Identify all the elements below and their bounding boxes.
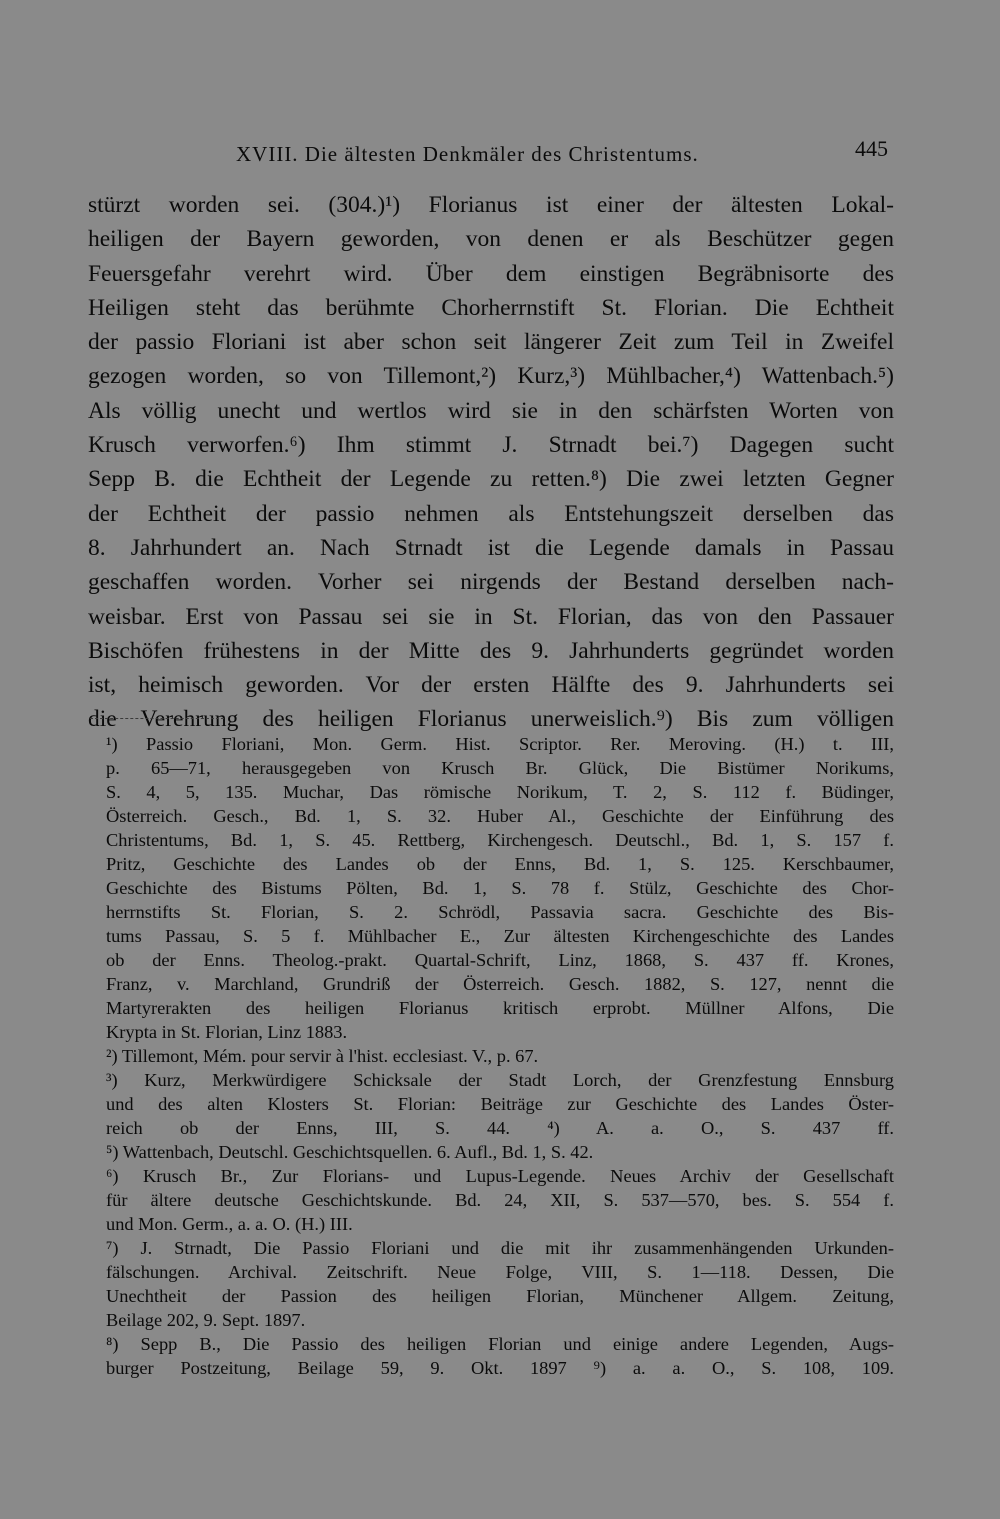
footnote-line: ⁸) Sepp B., Die Passio des heiligen Florian und einige andere Legenden, Augs- <box>106 1334 894 1354</box>
text-line: Sepp B. die Echtheit der Legende zu retten.⁸) Die zwei letzten Gegner <box>88 466 894 493</box>
footnotes <box>106 732 894 1380</box>
running-head <box>236 136 888 170</box>
main-text <box>88 188 894 737</box>
footnote-rule <box>90 718 224 719</box>
text-line: Feuersgefahr verehrt wird. Über dem einstigen Begräbnisorte des <box>88 260 894 287</box>
footnote-line: Beilage 202, 9. Sept. 1897. <box>106 1310 306 1330</box>
footnote-line: Unechtheit der Passion des heiligen Florian, Münchener Allgem. Zeitung, <box>106 1286 894 1306</box>
footnote-line: Krypta in St. Florian, Linz 1883. <box>106 1022 348 1042</box>
chapter-title: XVIII. Die ältesten Denkmäler des Christentums. <box>236 142 699 166</box>
footnote-line: Franz, v. Marchland, Grundriß der Österreich. Gesch. 1882, S. 127, nennt die <box>106 974 894 994</box>
footnote-line: ⁵) Wattenbach, Deutschl. Geschichtsquellen. 6. Aufl., Bd. 1, S. 42. <box>106 1142 594 1162</box>
text-line: stürzt worden sei. (304.)¹) Florianus ist einer der ältesten Lokal- <box>88 192 894 218</box>
footnote-line: und des alten Klosters St. Florian: Beiträge zur Geschichte des Landes Öster- <box>106 1094 894 1114</box>
text-line: Krusch verworfen.⁶) Ihm stimmt J. Strnadt bei.⁷) Dagegen sucht <box>88 432 894 459</box>
text-line: Heiligen steht das berühmte Chorherrnstift St. Florian. Die Echtheit <box>88 294 894 321</box>
footnote-line: S. 4, 5, 135. Muchar, Das römische Norikum, T. 2, S. 112 f. Büdinger, <box>106 782 894 802</box>
footnote-line: Geschichte des Bistums Pölten, Bd. 1, S. 78 f. Stülz, Geschichte des Chor- <box>106 878 894 898</box>
footnote-line: für ältere deutsche Geschichtskunde. Bd. 24, XII, S. 537—570, bes. S. 554 f. <box>106 1190 894 1210</box>
footnote-line: Martyrerakten des heiligen Florianus kritisch erprobt. Müllner Alfons, Die <box>106 998 894 1018</box>
footnote-line: Christentums, Bd. 1, S. 45. Rettberg, Kirchengesch. Deutschl., Bd. 1, S. 157 f. <box>106 830 894 850</box>
footnote-line: Österreich. Gesch., Bd. 1, S. 32. Huber Al., Geschichte der Einführung des <box>106 806 894 826</box>
footnote-line: ²) Tillemont, Mém. pour servir à l'hist. ecclesiast. V., p. 67. <box>106 1046 539 1066</box>
footnote-line: und Mon. Germ., a. a. O. (H.) III. <box>106 1214 353 1234</box>
text-line: geschaffen worden. Vorher sei nirgends der Bestand derselben nach- <box>88 569 894 596</box>
footnote-line: ³) Kurz, Merkwürdigere Schicksale der Stadt Lorch, der Grenzfestung Ennsburg <box>106 1070 894 1090</box>
footnote-line: fälschungen. Archival. Zeitschrift. Neue Folge, VIII, S. 1—118. Dessen, Die <box>106 1262 894 1282</box>
footnote-line: reich ob der Enns, III, S. 44. ⁴) A. a. O., S. 437 ff. <box>106 1118 894 1138</box>
footnote-line: ⁶) Krusch Br., Zur Florians- und Lupus-Legende. Neues Archiv der Gesellschaft <box>106 1166 894 1186</box>
text-line: 8. Jahrhundert an. Nach Strnadt ist die Legende damals in Passau <box>88 534 894 561</box>
text-line: ist, heimisch geworden. Vor der ersten Hälfte des 9. Jahrhunderts sei <box>88 672 894 699</box>
text-line: weisbar. Erst von Passau sei sie in St. Florian, das von den Passauer <box>88 603 894 630</box>
footnote-line: ob der Enns. Theolog.-prakt. Quartal-Schrift, Linz, 1868, S. 437 ff. Krones, <box>106 950 894 970</box>
footnote-line: Pritz, Geschichte des Landes ob der Enns, Bd. 1, S. 125. Kerschbaumer, <box>106 854 894 874</box>
text-line: der passio Floriani ist aber schon seit längerer Zeit zum Teil in Zweifel <box>88 329 894 356</box>
text-line: Bischöfen frühestens in der Mitte des 9. Jahrhunderts gegründet worden <box>88 637 894 664</box>
text-line: Als völlig unecht und wertlos wird sie in den schärfsten Worten von <box>88 397 894 424</box>
footnote-line: ¹) Passio Floriani, Mon. Germ. Hist. Scriptor. Rer. Meroving. (H.) t. III, <box>106 734 894 754</box>
footnote-line: p. 65—71, herausgegeben von Krusch Br. Glück, Die Bistümer Norikums, <box>106 758 894 778</box>
footnote-line: ⁷) J. Strnadt, Die Passio Floriani und die mit ihr zusammenhängenden Urkunden- <box>106 1238 894 1258</box>
text-line: heiligen der Bayern geworden, von denen er als Beschützer gegen <box>88 226 894 253</box>
footnote-line: herrnstifts St. Florian, S. 2. Schrödl, Passavia sacra. Geschichte des Bis- <box>106 902 894 922</box>
text-line: der Echtheit der passio nehmen als Entstehungszeit derselben das <box>88 500 894 527</box>
page-number: 445 <box>855 136 888 161</box>
footnote-line: tums Passau, S. 5 f. Mühlbacher E., Zur ältesten Kirchengeschichte des Landes <box>106 926 894 946</box>
text-line: gezogen worden, so von Tillemont,²) Kurz,³) Mühlbacher,⁴) Wattenbach.⁵) <box>88 363 894 390</box>
footnote-line: burger Postzeitung, Beilage 59, 9. Okt. 1897 ⁹) a. a. O., S. 108, 109. <box>106 1358 894 1378</box>
text-line: die Verehrung des heiligen Florianus unerweislich.⁹) Bis zum völligen <box>88 706 894 733</box>
